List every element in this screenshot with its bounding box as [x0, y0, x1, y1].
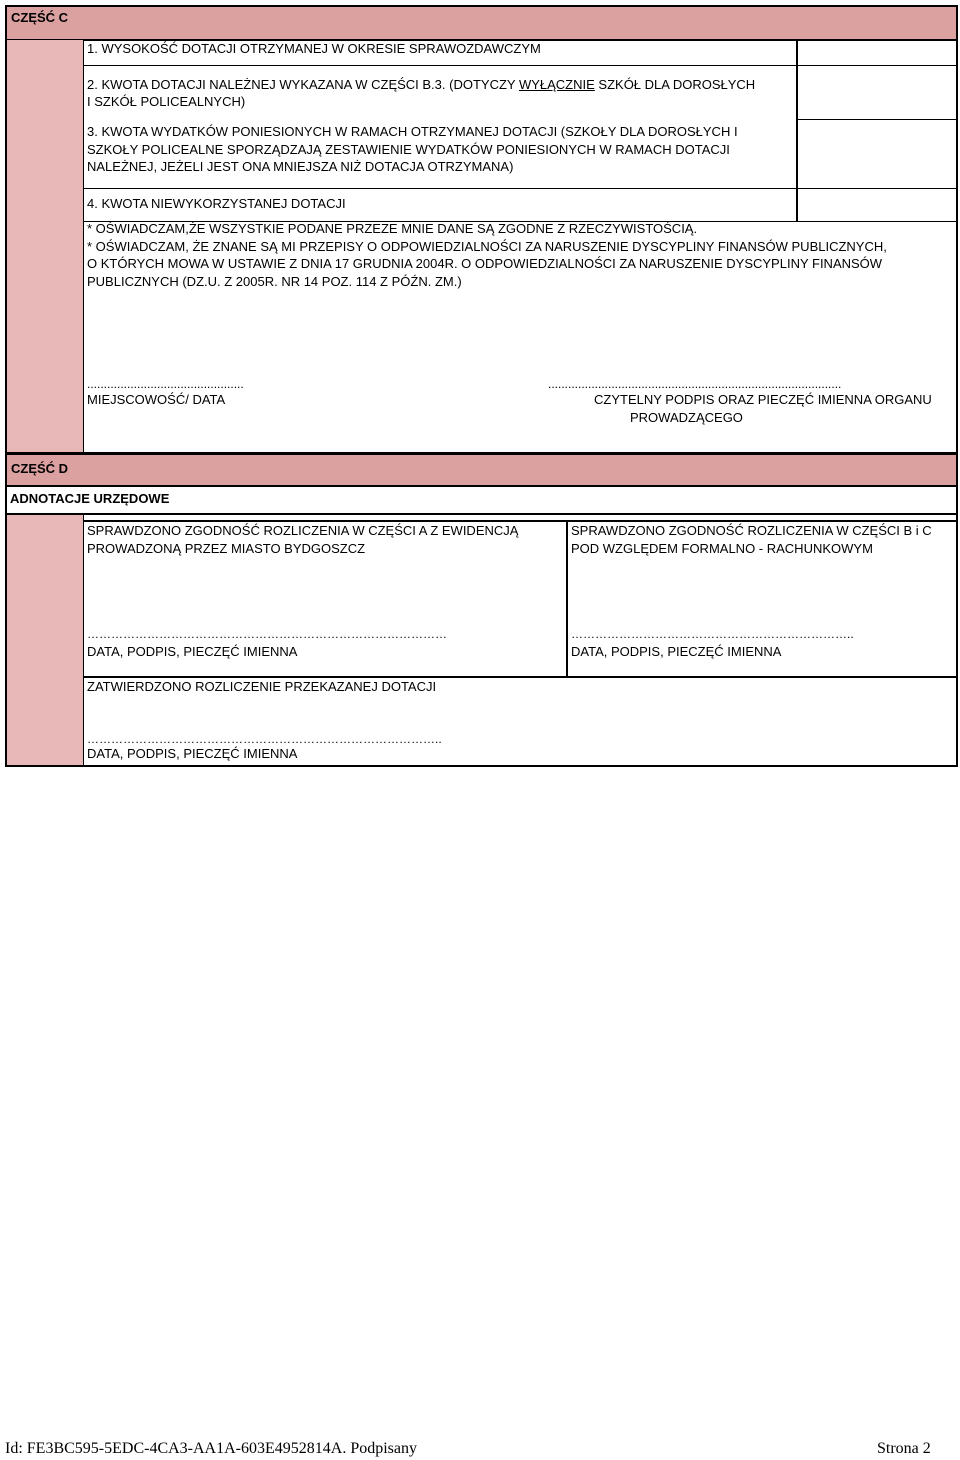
signature-dots: ........................................................................................ — [548, 377, 842, 391]
amount-field-3-border — [84, 188, 958, 189]
item-3-label-line-2: SZKOŁY POLICEALNE SPORZĄDZAJĄ ZESTAWIENIE WYDATKÓW PONIESIONYCH W RAMACH DOTACJI — [87, 142, 730, 157]
item-2-label-line-2: I SZKÓŁ POLICEALNYCH) — [87, 94, 246, 109]
declaration-accuracy: * OŚWIADCZAM,ŻE WSZYSTKIE PODANE PRZEZE MNIE DANE SĄ ZGODNE Z RZECZYWISTOŚCIĄ. — [87, 221, 698, 236]
item-1-label: 1. WYSOKOŚĆ DOTACJI OTRZYMANEJ W OKRESIE SPRAWOZDAWCZYM — [87, 41, 541, 56]
check-part-bc-line-1: SPRAWDZONO ZGODNOŚĆ ROZLICZENIA W CZĘŚCI B i C — [571, 523, 932, 538]
part-d-side-column — [7, 515, 83, 765]
item-2-text-b: SZKÓŁ DLA DOROSŁYCH — [594, 77, 756, 92]
item-3-label-line-1: 3. KWOTA WYDATKÓW PONIESIONYCH W RAMACH OTRZYMANEJ DOTACJI (SZKOŁY DLA DOROSŁYCH I — [87, 124, 738, 139]
item-2-text-a: 2. KWOTA DOTACJI NALEŻNEJ WYKAZANA W CZĘŚCI B.3. (DOTYCZY — [87, 77, 519, 92]
document-id: Id: FE3BC595-5EDC-4CA3-AA1A-603E4952814A. Podpisany — [5, 1440, 417, 1457]
approval-sign-label: DATA, PODPIS, PIECZĘĆ IMIENNA — [87, 746, 298, 761]
right-sign-dots: …………………………………………………………….. — [571, 627, 854, 641]
place-date-label: MIEJSCOWOŚĆ/ DATA — [87, 392, 226, 407]
signature-label-line-1: CZYTELNY PODPIS ORAZ PIECZĘĆ IMIENNA ORGANU — [594, 392, 932, 407]
declaration-discipline-line-3: PUBLICZNYCH (DZ.U. Z 2005R. NR 14 POZ. 114 Z PÓŹN. ZM.) — [87, 274, 462, 289]
official-notes-header — [5, 486, 958, 515]
amount-column — [796, 40, 956, 222]
item-2-underlined: WYŁĄCZNIE — [518, 77, 595, 92]
left-sign-label: DATA, PODPIS, PIECZĘĆ IMIENNA — [87, 644, 298, 659]
part-d-header — [5, 453, 958, 487]
place-date-dots: ............................................... — [87, 377, 244, 391]
declaration-discipline-line-2: O KTÓRYCH MOWA W USTAWIE Z DNIA 17 GRUDNIA 2004R. O ODPOWIEDZIALNOŚCI ZA NARUSZENIE DYSCYPLINY FINANSÓW — [87, 256, 883, 271]
item-2-label — [87, 76, 755, 94]
check-part-bc-line-2: POD WZGLĘDEM FORMALNO - RACHUNKOWYM — [571, 541, 873, 556]
part-c-header — [5, 5, 958, 41]
page-number: Strona 2 — [877, 1440, 931, 1457]
approval-dots: …………………………………………………………………………….. — [87, 732, 442, 746]
left-sign-dots: ……………………………………………………………………………… — [87, 627, 447, 641]
part-d-title: CZĘŚĆ D — [11, 461, 69, 476]
part-c-title: CZĘŚĆ C — [11, 10, 69, 25]
approval-label: ZATWIERDZONO ROZLICZENIE PRZEKAZANEJ DOTACJI — [87, 679, 437, 694]
item-4-label: 4. KWOTA NIEWYKORZYSTANEJ DOTACJI — [87, 196, 346, 211]
part-c-side-column — [7, 40, 83, 452]
check-part-a-line-1: SPRAWDZONO ZGODNOŚĆ ROZLICZENIA W CZĘŚCI A Z EWIDENCJĄ — [87, 523, 519, 538]
right-sign-label: DATA, PODPIS, PIECZĘĆ IMIENNA — [571, 644, 782, 659]
declaration-discipline-line-1: * OŚWIADCZAM, ŻE ZNANE SĄ MI PRZEPISY O ODPOWIEDZIALNOŚCI ZA NARUSZENIE DYSCYPLINY FINANSÓW PUBLICZNYCH, — [87, 239, 887, 254]
amount-field-1-border — [84, 65, 958, 66]
item-3-label-line-3: NALEŻNEJ, JEŻELI JEST ONA MNIEJSZA NIŻ DOTACJA OTRZYMANA) — [87, 159, 514, 174]
signature-label-line-2: PROWADZĄCEGO — [630, 410, 743, 425]
official-notes-title: ADNOTACJE URZĘDOWE — [10, 491, 170, 506]
check-part-a-line-2: PROWADZONĄ PRZEZ MIASTO BYDGOSZCZ — [87, 541, 366, 556]
amount-field-2-border — [796, 119, 958, 120]
